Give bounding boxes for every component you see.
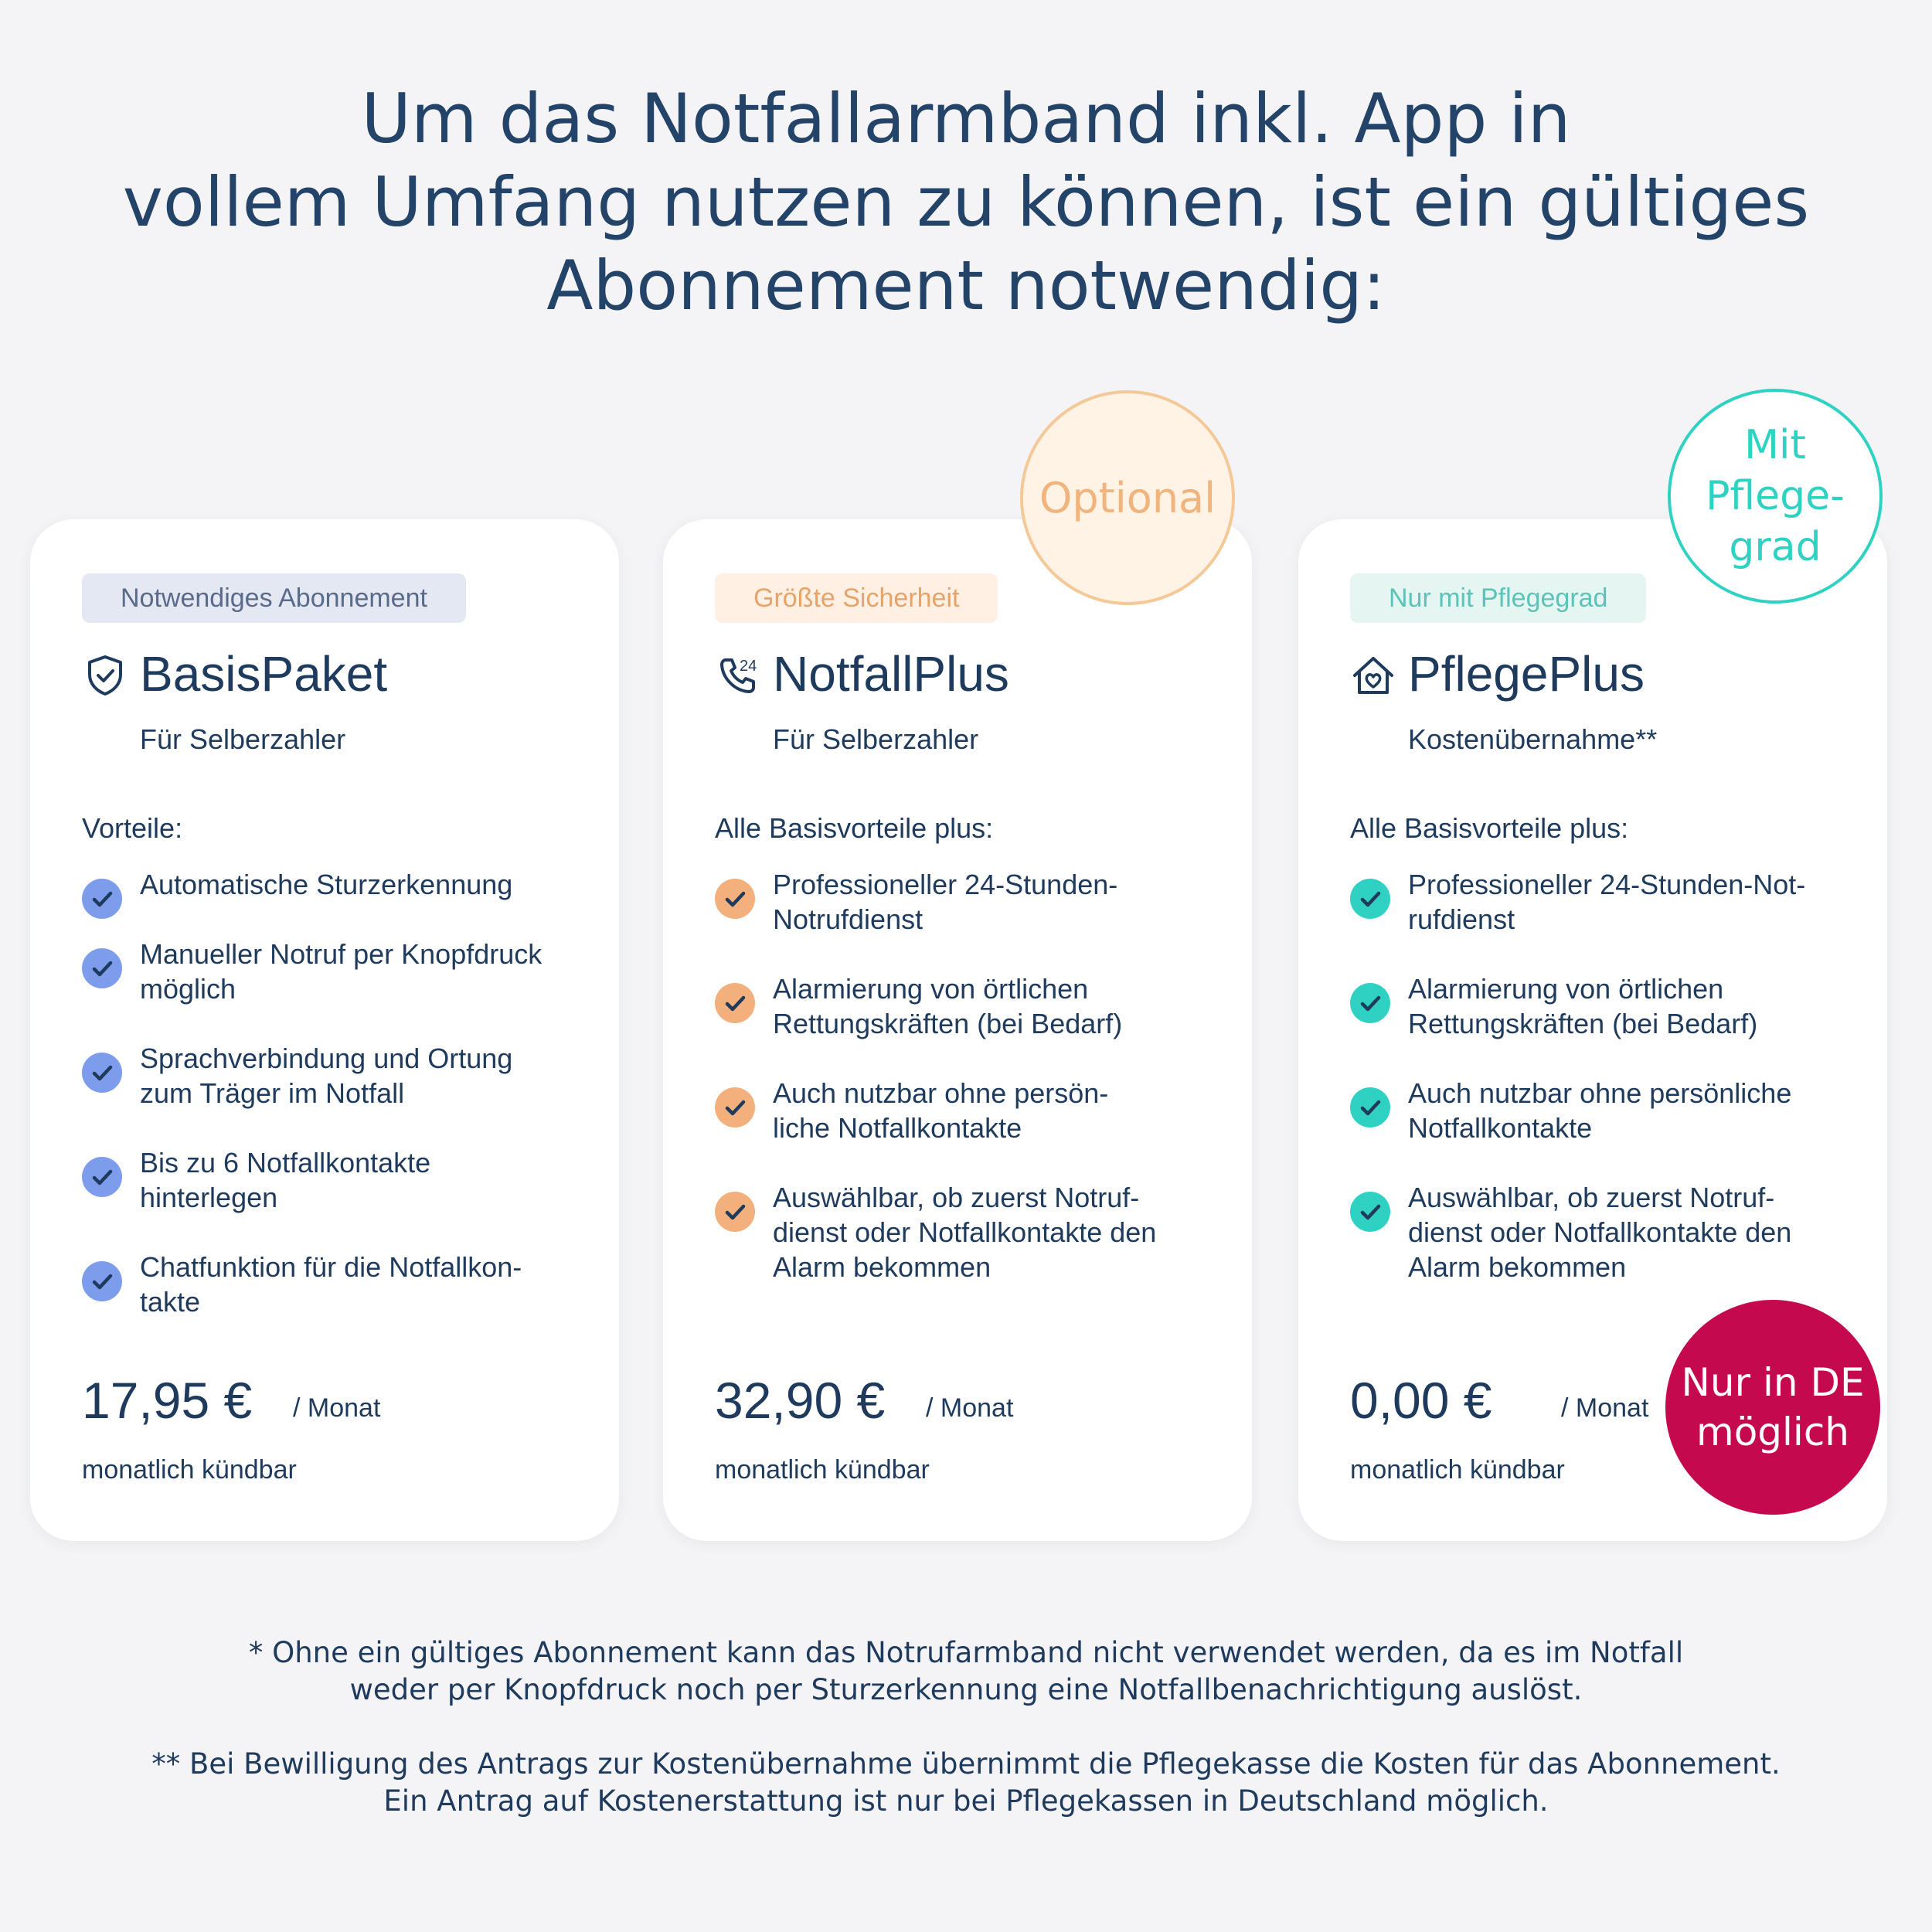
check-icon <box>715 1087 755 1128</box>
pflegegrad-badge <box>1668 389 1883 604</box>
plan-tag: Notwendiges Abonnement <box>82 573 466 623</box>
feature-item <box>1350 867 1860 937</box>
headline-line: Abonnement notwendig: <box>546 246 1386 325</box>
price-period: / Monat <box>1561 1393 1649 1423</box>
features-heading: Alle Basisvorteile plus: <box>1350 812 1629 844</box>
feature-item <box>82 937 592 1006</box>
headline-line: Um das Notfallarmband inkl. App in <box>361 79 1571 158</box>
feature-item <box>82 1250 592 1319</box>
cancel-note: monatlich kündbar <box>715 1455 930 1485</box>
feature-item <box>715 1076 1225 1145</box>
footnote-line: ** Bei Bewilligung des Antrags zur Kostenübernahme übernimmt die Pflegekasse die Kosten für das Abonnement. <box>151 1747 1781 1781</box>
footnote-line: Ein Antrag auf Kostenerstattung ist nur bei Pflegekassen in Deutschland möglich. <box>383 1784 1549 1818</box>
feature-line: Alarmierung von örtlichen <box>773 973 1089 1005</box>
feature-line: Automatische Sturzerkennung <box>140 869 513 900</box>
footnote-line: * Ohne ein gültiges Abonnement kann das Notrufarmband nicht verwendet werden, da es im Notfall <box>248 1636 1684 1669</box>
feature-line: liche Notfallkontakte <box>773 1112 1022 1144</box>
footnote <box>0 1746 1932 1820</box>
feature-line: Alarm bekommen <box>1408 1251 1627 1283</box>
feature-item <box>1350 1076 1860 1145</box>
check-icon <box>1350 983 1390 1023</box>
feature-line: zum Träger im Notfall <box>140 1077 405 1109</box>
headline-line: vollem Umfang nutzen zu können, ist ein gültiges <box>122 162 1810 242</box>
house-heart-icon <box>1350 652 1396 699</box>
price-period: / Monat <box>293 1393 381 1423</box>
plan-price: 0,00 € <box>1350 1372 1492 1429</box>
plan-price: 32,90 € <box>715 1372 886 1429</box>
feature-item <box>1350 1180 1860 1284</box>
feature-list <box>715 867 1225 1319</box>
feature-line: Auswählbar, ob zuerst Notruf- <box>1408 1182 1775 1213</box>
feature-line: möglich <box>140 973 236 1005</box>
footnote-line: weder per Knopfdruck noch per Sturzerkennung eine Notfallbenachrichtigung auslöst. <box>349 1673 1583 1706</box>
feature-line: Rettungskräften (bei Bedarf) <box>1408 1008 1758 1039</box>
feature-item <box>82 1145 592 1215</box>
feature-item <box>82 1041 592 1111</box>
cancel-note: monatlich kündbar <box>82 1455 297 1485</box>
feature-line: Auswählbar, ob zuerst Notruf- <box>773 1182 1140 1213</box>
feature-item <box>1350 971 1860 1041</box>
optional-badge <box>1020 390 1235 605</box>
feature-item <box>715 867 1225 937</box>
headline <box>0 77 1932 328</box>
feature-line: Chatfunktion für die Notfallkon- <box>140 1251 522 1283</box>
germany-only-badge <box>1665 1300 1880 1515</box>
feature-line: Rettungskräften (bei Bedarf) <box>773 1008 1123 1039</box>
feature-list <box>82 867 592 1354</box>
check-icon <box>82 948 122 988</box>
cancel-note: monatlich kündbar <box>1350 1455 1565 1485</box>
plan-tag: Größte Sicherheit <box>715 573 998 623</box>
plan-subtitle: Für Selberzahler <box>140 723 346 755</box>
check-icon <box>715 879 755 919</box>
feature-line: dienst oder Notfallkontakte den <box>1408 1216 1792 1248</box>
plan-subtitle: Kostenübernahme** <box>1408 723 1658 755</box>
check-icon <box>1350 879 1390 919</box>
feature-line: Alarm bekommen <box>773 1251 992 1283</box>
badge-text: möglich <box>1696 1410 1849 1454</box>
check-icon <box>715 1192 755 1232</box>
feature-line: Sprachverbindung und Ortung <box>140 1043 513 1074</box>
feature-item <box>715 1180 1225 1284</box>
plan-tag: Nur mit Pflegegrad <box>1350 573 1646 623</box>
plan-card-notfallplus[interactable] <box>663 519 1252 1541</box>
svg-text:24: 24 <box>740 658 757 675</box>
feature-item <box>82 867 592 902</box>
check-icon <box>82 1053 122 1093</box>
shield-icon <box>82 652 128 699</box>
check-icon <box>1350 1192 1390 1232</box>
badge-text: Optional <box>1039 473 1216 522</box>
price-period: / Monat <box>926 1393 1014 1423</box>
footnote <box>0 1634 1932 1709</box>
check-icon <box>82 1157 122 1197</box>
badge-text: Pflege- <box>1706 473 1845 519</box>
check-icon <box>82 1261 122 1301</box>
badge-text: grad <box>1729 524 1821 570</box>
feature-line: hinterlegen <box>140 1182 278 1213</box>
check-icon <box>715 983 755 1023</box>
plan-subtitle: Für Selberzahler <box>773 723 979 755</box>
check-icon <box>82 879 122 919</box>
feature-line: rufdienst <box>1408 903 1515 935</box>
feature-list <box>1350 867 1860 1319</box>
plan-price: 17,95 € <box>82 1372 253 1429</box>
feature-line: Professioneller 24-Stunden-Not- <box>1408 869 1806 900</box>
badge-text: Mit <box>1744 422 1806 468</box>
features-heading: Alle Basisvorteile plus: <box>715 812 994 844</box>
feature-line: takte <box>140 1286 201 1318</box>
feature-line: Notfallkontakte <box>1408 1112 1593 1144</box>
plan-title: PflegePlus <box>1408 646 1645 702</box>
check-icon <box>1350 1087 1390 1128</box>
feature-line: Manueller Notruf per Knopfdruck <box>140 938 543 970</box>
feature-line: Notrufdienst <box>773 903 923 935</box>
feature-line: Professioneller 24-Stunden- <box>773 869 1118 900</box>
footnotes <box>0 1634 1932 1857</box>
phone-24h-icon <box>715 652 761 699</box>
badge-text: Nur in DE <box>1681 1360 1865 1405</box>
feature-line: Alarmierung von örtlichen <box>1408 973 1724 1005</box>
feature-item <box>715 971 1225 1041</box>
plan-title: NotfallPlus <box>773 646 1009 702</box>
feature-line: Bis zu 6 Notfallkontakte <box>140 1147 431 1179</box>
plan-title: BasisPaket <box>140 646 388 702</box>
feature-line: Auch nutzbar ohne persönliche <box>1408 1077 1792 1109</box>
plan-card-basispaket[interactable] <box>30 519 619 1541</box>
feature-line: dienst oder Notfallkontakte den <box>773 1216 1157 1248</box>
features-heading: Vorteile: <box>82 812 183 844</box>
feature-line: Auch nutzbar ohne persön- <box>773 1077 1109 1109</box>
